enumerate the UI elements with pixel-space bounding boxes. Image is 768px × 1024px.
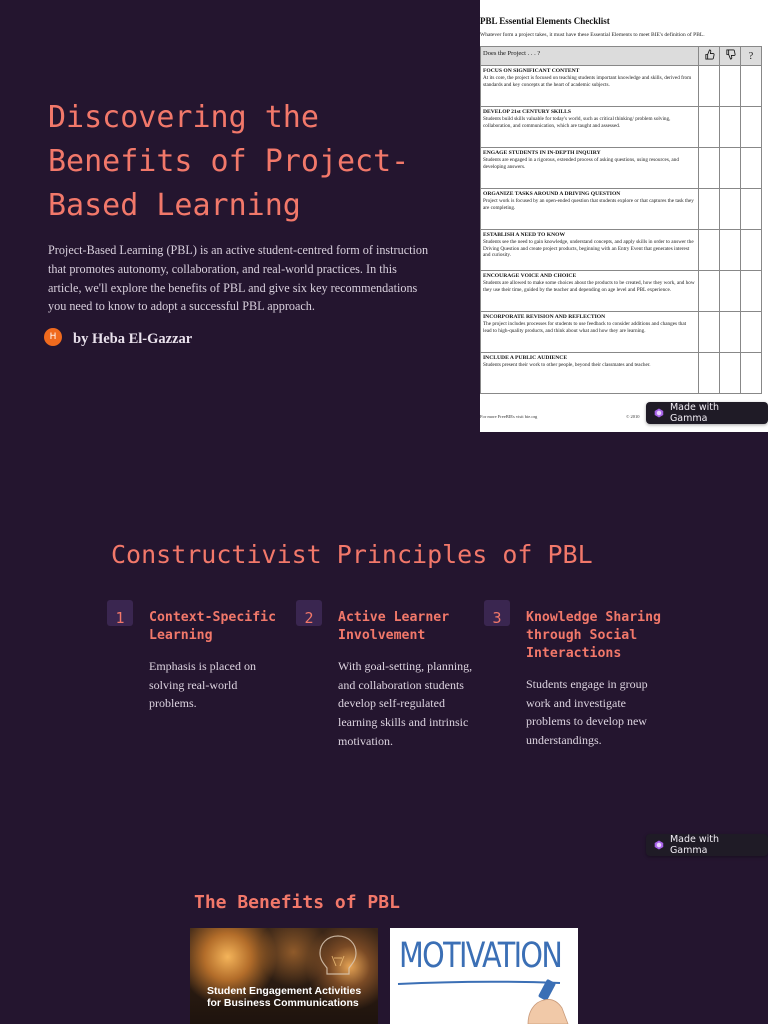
checkbox-cell [720,189,741,230]
checklist-row [481,189,762,230]
principle-description: Emphasis is placed on solving real-world problems. [149,659,256,711]
checklist-row-text: The project includes processes for students to use feedback to consider additions and changes that lead to high-quality products, and think about what and how they are learning. [483,321,687,334]
checkbox-cell [741,230,762,271]
checklist-row [481,312,762,353]
author-name: by Heba El-Gazzar [73,331,193,347]
checkbox-cell [741,66,762,107]
checkbox-cell [699,189,720,230]
principle-description: With goal-setting, planning, and collaboration students develop self-regulated learning skills and intrinsic motivation. [338,659,473,748]
checkbox-cell [699,230,720,271]
checklist-header-row [481,47,762,66]
checkbox-cell [720,312,741,353]
checkbox-cell [741,353,762,394]
checklist-row-text: Students present their work to other people, beyond their classmates and teacher. [483,362,651,368]
thumbs-down-icon [720,47,741,66]
made-with-gamma-badge[interactable] [646,402,768,424]
principle-title: Context-Specific Learning [149,610,277,643]
checkbox-cell [699,312,720,353]
checklist-row-text: Students build skills valuable for today's world, such as critical thinking/ problem solving, collaboration, and communication, which are taught and assessed. [483,116,671,129]
checklist-row-text: Students are allowed to make some choices about the products to be created, how they work, and how they use their time, guided by the teacher and depending on age level and PBL experience. [483,280,695,293]
checkbox-cell [741,107,762,148]
intro-description: Project-Based Learning (PBL) is an active student-centred form of instruction that promotes autonomy, collaboration, and real-world practices. In this article, we'll explore the benefits of PBL and give six key recommendations you need to know to adopt a successful PBL approach. [48,243,429,314]
section-title-principles: Constructivist Principles of PBL [111,540,593,569]
checkbox-cell [720,230,741,271]
principle-title: Knowledge Sharing through Social Interactions [526,610,661,661]
section-title-benefits: The Benefits of PBL [194,892,400,913]
checklist-title: PBL Essential Elements Checklist [480,16,610,26]
checklist-row-heading: FOCUS ON SIGNIFICANT CONTENT [483,68,580,74]
checklist-intro: Whatever form a project takes, it must have these Essential Elements to meet BIE's definition of PBL. [480,32,705,38]
motivation-image [390,928,578,1024]
checkbox-cell [741,312,762,353]
checkbox-cell [699,107,720,148]
checklist-row [481,66,762,107]
checklist-table [480,46,762,394]
step-number: 2 [296,600,322,626]
checkbox-cell [720,353,741,394]
checklist-row [481,353,762,394]
checklist-row [481,107,762,148]
engagement-caption: Student Engagement Activities for Business Communications [207,985,362,1009]
made-with-gamma-badge[interactable] [646,834,768,856]
thumbs-up-icon [699,47,720,66]
checkbox-cell [741,271,762,312]
checklist-footer-right: © 2010 [626,414,640,419]
page-title: Discovering the Benefits of Project-Based Learning [48,100,410,223]
checklist-row-heading: ORGANIZE TASKS AROUND A DRIVING QUESTION [483,191,621,197]
checklist-row-heading: INCORPORATE REVISION AND REFLECTION [483,314,606,320]
checkbox-cell [720,271,741,312]
checkbox-cell [741,148,762,189]
checklist-row-heading: ESTABLISH A NEED TO KNOW [483,232,566,238]
principle-title: Active Learner Involvement [338,610,450,643]
gamma-logo-icon [654,408,664,418]
checklist-row-heading: ENCOURAGE VOICE AND CHOICE [483,273,577,279]
checklist-footer-left: For more FreeBIEs visit bie.org [480,414,538,419]
checklist-row-heading: ENGAGE STUDENTS IN IN-DEPTH INQUIRY [483,150,601,156]
question-icon: ? [741,47,762,66]
engagement-image [190,928,378,1024]
step-number: 3 [484,600,510,626]
checkbox-cell [699,148,720,189]
checklist-row-heading: INCLUDE A PUBLIC AUDIENCE [483,355,568,361]
checklist-row [481,148,762,189]
checklist-row-text: Students are engaged in a rigorous, extended process of asking questions, using resources, and developing answers. [483,157,679,170]
checkbox-cell [720,107,741,148]
checkbox-cell [720,148,741,189]
checkbox-cell [720,66,741,107]
step-number: 1 [107,600,133,626]
motivation-word: MOTIVATION [399,936,562,976]
principle-description: Students engage in group work and investigate problems to develop new understandings. [526,677,648,748]
gamma-logo-icon [654,840,664,850]
checklist-row-text: At its core, the project is focused on teaching students important knowledge and skills, derived from standards and key concepts at the heart of academic subjects. [483,75,692,88]
badge-label: Made with Gamma [669,402,720,424]
checklist-image [480,0,768,432]
hand-marker-icon [390,978,578,1024]
checklist-row-text: Project work is focused by an open-ended question that students explore or that captures the task they are completing. [483,198,694,211]
lightbulb-icon [308,928,368,988]
checklist-row [481,230,762,271]
checklist-row-text: Students see the need to gain knowledge, understand concepts, and apply skills in order to answer the Driving Question and create project products, beginning with an Entry Event that generates interest and curiosity. [483,239,694,259]
author-avatar: H [44,328,62,346]
checkbox-cell [699,271,720,312]
author-byline [44,325,192,348]
checkbox-cell [741,189,762,230]
checklist-header: Does the Project . . . ? [481,47,699,66]
badge-label: Made with Gamma [669,834,720,856]
checkbox-cell [699,66,720,107]
checklist-row-heading: DEVELOP 21st CENTURY SKILLS [483,109,572,115]
checkbox-cell [699,353,720,394]
checklist-row [481,271,762,312]
